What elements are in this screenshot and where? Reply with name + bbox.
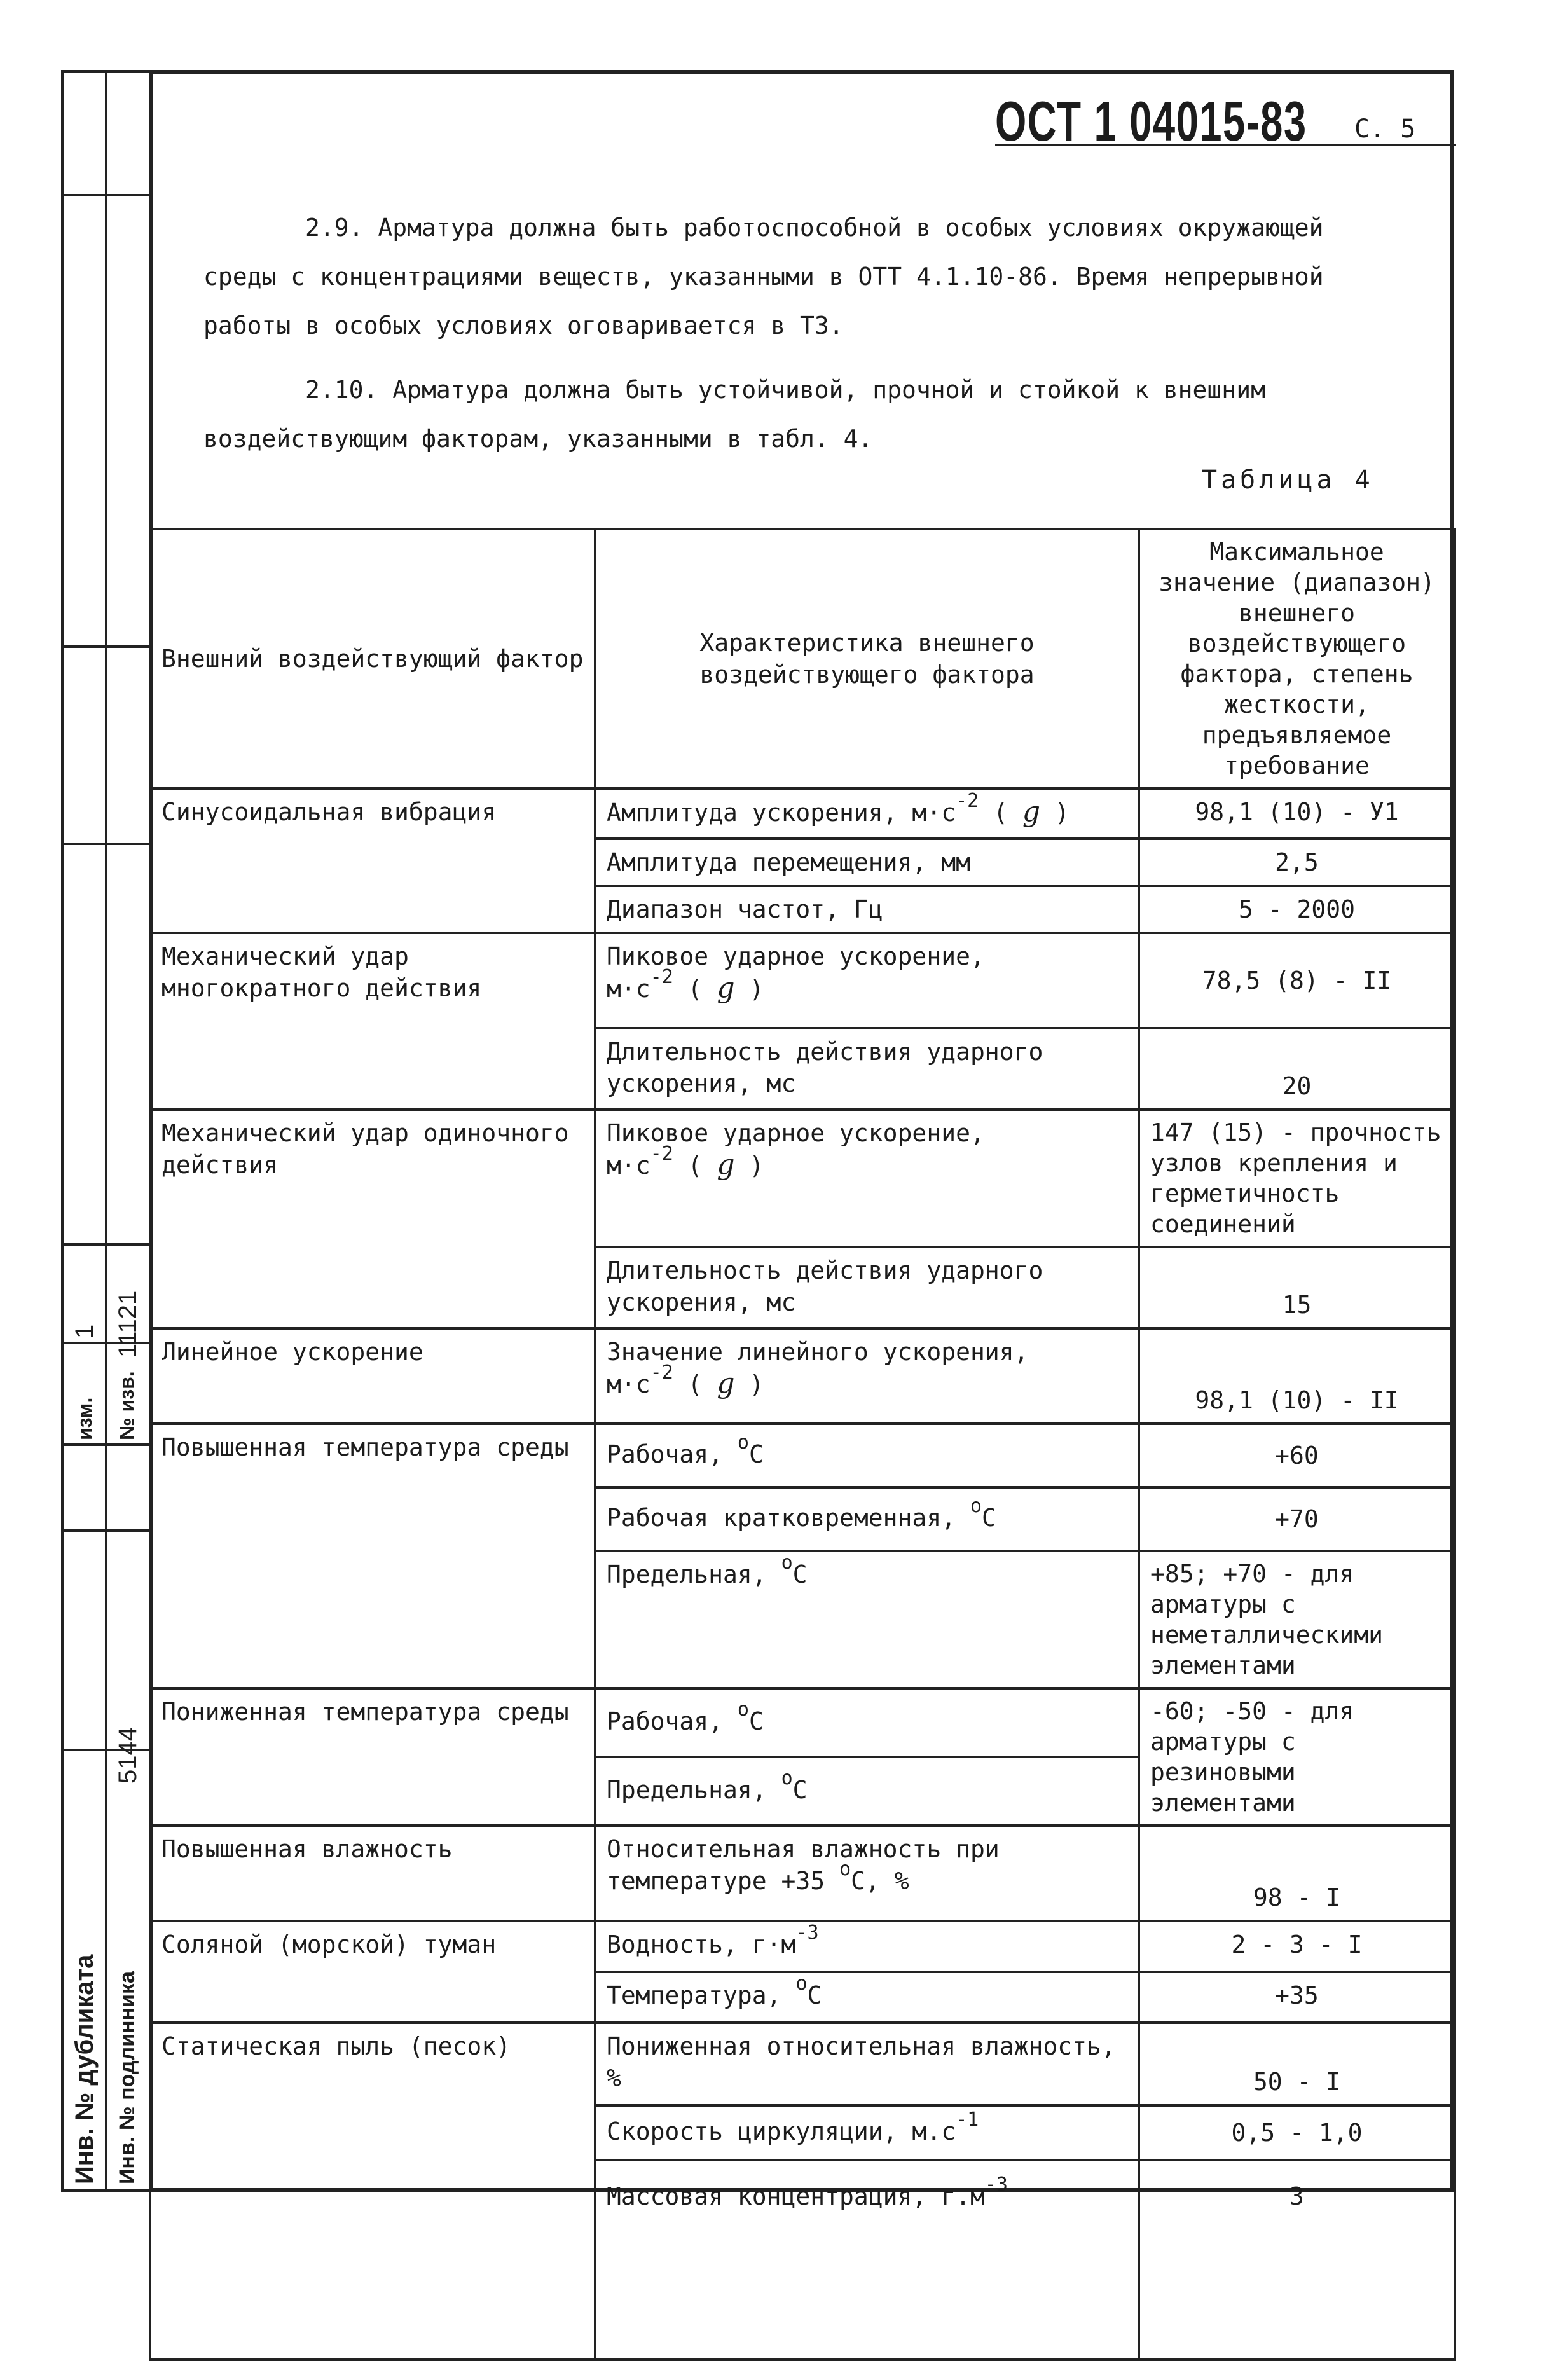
exponent: -1 <box>956 2109 979 2131</box>
g-symbol: g <box>717 1148 735 1181</box>
table-row <box>150 933 1455 1028</box>
table-row <box>150 1921 1455 1972</box>
change-number: 1 <box>71 1324 99 1339</box>
characteristic-cell: Значение линейного ускорения, $м\cdot с^{-2}$ ( g ) <box>595 1328 1139 1424</box>
char-text: Предельная, <box>607 1560 767 1588</box>
characteristic-cell <box>595 1424 1139 1487</box>
unit-text: C <box>792 1776 808 1804</box>
external-factors-table <box>149 528 1456 2361</box>
characteristic-cell <box>595 1757 1139 1826</box>
value-cell: 98,1 (10) - II <box>1139 1328 1455 1424</box>
value-cell: 2 - 3 - I <box>1139 1921 1455 1972</box>
unit-text: C <box>982 1504 996 1532</box>
factor-cell: Пониженная температура среды <box>150 1688 595 1826</box>
char-text: Значение линейного ускорения, <box>607 1338 1029 1366</box>
value-cell: 98,1 (10) - У1 <box>1139 788 1455 839</box>
table-row <box>150 1110 1455 1247</box>
table-row <box>150 1826 1455 1921</box>
factor-cell: Механический удар многократного действия <box>150 933 595 1110</box>
value-cell: 0,5 - 1,0 <box>1139 2105 1455 2160</box>
unit-text: м·с <box>607 1152 650 1180</box>
table-caption: Таблица 4 <box>1202 465 1374 495</box>
exponent: -2 <box>650 966 673 988</box>
unit-text: C <box>792 1560 808 1588</box>
paragraph-2-9: 2.9. Арматура должна быть работоспособной в особых условиях окружающей среды с концентрациями веществ, указанными в ОТТ 4.1.10-86. Время непрерывной работы в особых условиях оговаривается в ТЗ. <box>203 214 1324 340</box>
characteristic-cell <box>595 1972 1139 2023</box>
factor-cell: Повышенная влажность <box>150 1826 595 1921</box>
value-cell: 147 (15) - прочность узлов крепления и герметичность соединений <box>1139 1110 1455 1247</box>
unit-text: C, % <box>851 1867 909 1895</box>
table-header-row <box>150 529 1455 788</box>
factor-cell: Синусоидальная вибрация <box>150 788 595 933</box>
characteristic-cell: Длительность действия ударного ускорения, мс <box>595 1028 1139 1110</box>
original-inventory-number: 5144 <box>114 1727 142 1784</box>
char-text: Водность, г·м <box>607 1931 796 1958</box>
value-cell: +85; +70 - для арматуры с неметаллическими элементами <box>1139 1551 1455 1688</box>
g-symbol: g <box>717 1367 735 1400</box>
degree-symbol: o <box>737 1698 749 1721</box>
table-row <box>150 1688 1455 1757</box>
degree-symbol: o <box>737 1431 749 1454</box>
strip-divider <box>64 1529 149 1532</box>
strip-column-left <box>64 73 107 2189</box>
original-inventory-label: Инв. № подлинника <box>115 1971 139 2184</box>
table-row <box>150 788 1455 839</box>
value-cell: +60 <box>1139 1424 1455 1487</box>
header-underline <box>995 144 1456 146</box>
degree-symbol: o <box>970 1495 982 1517</box>
strip-divider <box>64 1443 149 1446</box>
g-symbol: g <box>717 972 735 1004</box>
value-cell: 20 <box>1139 1028 1455 1110</box>
value-cell: +35 <box>1139 1972 1455 2023</box>
table-row <box>150 1328 1455 1424</box>
unit-text: C <box>748 1707 764 1735</box>
table-row <box>150 2023 1455 2105</box>
exponent: -2 <box>650 1361 673 1384</box>
degree-symbol: o <box>781 1552 793 1574</box>
page-number: С. 5 <box>1354 114 1416 144</box>
factor-cell: Соляной (морской) туман <box>150 1921 595 2023</box>
char-text: Массовая концентрация, г.м <box>607 2182 985 2210</box>
notice-label: № изв. <box>115 1371 138 1440</box>
strip-divider <box>64 843 149 845</box>
characteristic-cell: Амплитуда ускорения, $м\cdot с^{-2}$ ( g ) <box>595 788 1139 839</box>
characteristic-cell: Длительность действия ударного ускорения, мс <box>595 1247 1139 1328</box>
unit-text: C <box>807 1981 822 2009</box>
characteristic-cell: Пиковое ударное ускорение, $м\cdot с^{-2}$ ( g ) <box>595 933 1139 1028</box>
char-text: Рабочая кратковременная, <box>607 1504 956 1532</box>
unit-text: м·с <box>607 975 650 1003</box>
document-number: ОСТ 1 04015-83 <box>995 90 1307 153</box>
header-characteristic: Характеристика внешнего воздействующего фактора <box>595 529 1139 788</box>
characteristic-cell <box>595 1487 1139 1551</box>
degree-symbol: o <box>795 1972 808 1995</box>
change-label: изм. <box>73 1397 96 1440</box>
char-text: Рабочая, <box>607 1440 724 1468</box>
characteristic-cell <box>595 2105 1139 2160</box>
characteristic-cell: Пиковое ударное ускорение, $м\cdot с^{-2}$ ( g ) <box>595 1110 1139 1247</box>
strip-divider <box>64 1243 149 1246</box>
value-cell: 50 - I <box>1139 2023 1455 2105</box>
char-text: Рабочая, <box>607 1707 724 1735</box>
unit-text: м·с <box>607 1370 650 1398</box>
degree-symbol: o <box>839 1858 851 1880</box>
exponent: -3 <box>984 2173 1008 2196</box>
value-cell: 3 <box>1139 2160 1455 2360</box>
value-cell: 78,5 (8) - II <box>1139 933 1455 1028</box>
char-text: Скорость циркуляции, м.с <box>607 2117 956 2145</box>
characteristic-cell: Пониженная относительная влажность, % <box>595 2023 1139 2105</box>
exponent: -2 <box>956 790 979 812</box>
g-symbol: g <box>1022 795 1041 828</box>
characteristic-cell <box>595 1688 1139 1757</box>
char-text: Пиковое ударное ускорение, <box>607 1119 985 1147</box>
char-text: Предельная, <box>607 1776 767 1804</box>
char-text: Пиковое ударное ускорение, <box>607 942 985 970</box>
value-cell: +70 <box>1139 1487 1455 1551</box>
factor-cell: Статическая пыль (песок) <box>150 2023 595 2360</box>
factor-cell: Линейное ускорение <box>150 1328 595 1424</box>
exponent: -3 <box>795 1922 819 1944</box>
strip-divider <box>64 645 149 648</box>
factor-cell: Повышенная температура среды <box>150 1424 595 1688</box>
char-text: Относительная влажность при температуре +35 <box>607 1835 1000 1895</box>
characteristic-cell: Амплитуда перемещения, мм <box>595 839 1139 886</box>
characteristic-cell: Диапазон частот, Гц <box>595 886 1139 933</box>
characteristic-cell <box>595 1551 1139 1688</box>
characteristic-cell <box>595 1921 1139 1972</box>
unit-text: C <box>748 1440 764 1468</box>
value-cell: 5 - 2000 <box>1139 886 1455 933</box>
factor-cell: Механический удар одиночного действия <box>150 1110 595 1328</box>
header-max-value: Максимальное значение (диапазон) внешнего воздействующего фактора, степень жесткости, предъявляемое требование <box>1139 529 1455 788</box>
side-stamp-strip <box>61 70 149 2192</box>
table-row <box>150 1424 1455 1487</box>
value-cell: 15 <box>1139 1247 1455 1328</box>
degree-symbol: o <box>781 1767 793 1789</box>
notice-number: 11121 <box>114 1290 142 1358</box>
duplicate-inventory-label: Инв. № дубликата <box>71 1954 99 2184</box>
characteristic-cell <box>595 1826 1139 1921</box>
header-factor: Внешний воздействующий фактор <box>150 529 595 788</box>
value-cell: -60; -50 - для арматуры с резиновыми элементами <box>1139 1688 1455 1826</box>
char-text: Температура, <box>607 1981 781 2009</box>
value-cell: 2,5 <box>1139 839 1455 886</box>
value-cell: 98 - I <box>1139 1826 1455 1921</box>
strip-divider <box>64 194 149 196</box>
characteristic-cell <box>595 2160 1139 2360</box>
char-text: Амплитуда ускорения, м·с <box>607 799 956 827</box>
paragraph-2-10: 2.10. Арматура должна быть устойчивой, прочной и стойкой к внешним воздействующим факторам, указанными в табл. 4. <box>203 376 1265 453</box>
exponent: -2 <box>650 1143 673 1165</box>
